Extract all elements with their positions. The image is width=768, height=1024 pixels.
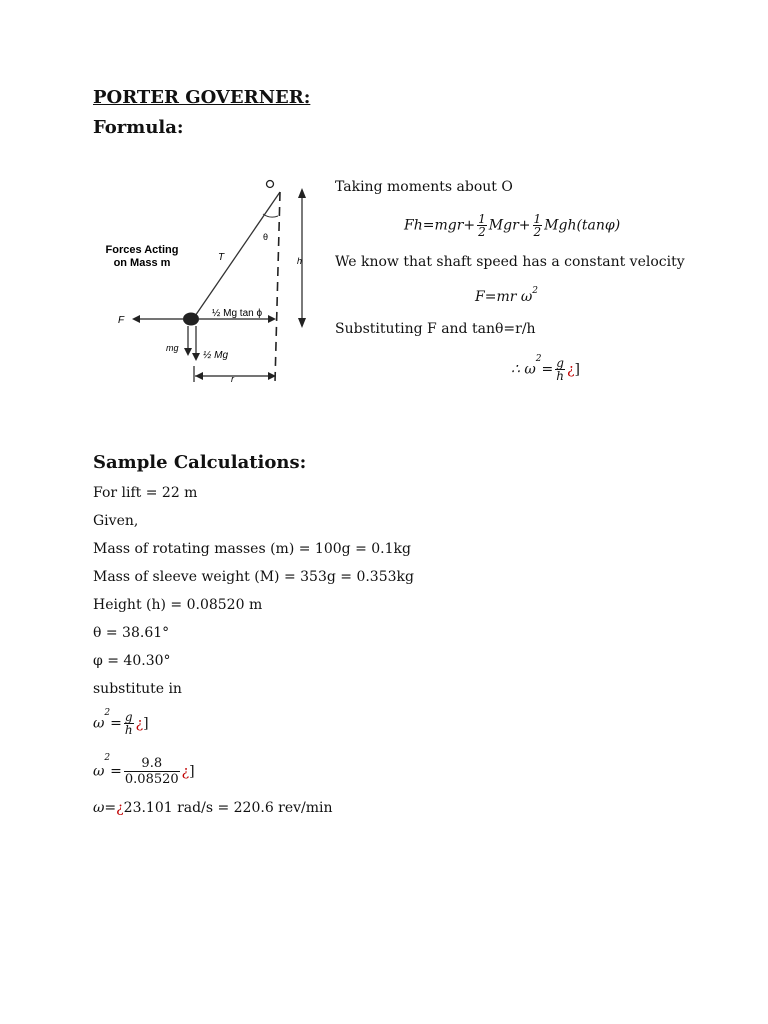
mg-arrow-head — [184, 348, 192, 356]
eq2-sup: 2 — [532, 286, 539, 296]
eq3-fraction: $\frac{g}{h}$ — [556, 356, 564, 383]
line-substitute: substitute in — [93, 681, 182, 697]
label-f: F — [118, 315, 125, 326]
eqa-tail: ¿ — [135, 715, 144, 732]
label-r: r — [231, 374, 234, 384]
eq1-fraction-b: $\frac{1}{2}$ — [533, 212, 542, 239]
eq3-tail: ¿ — [566, 361, 575, 378]
h-arrow-head-bottom — [298, 318, 306, 328]
label-h: h — [297, 256, 303, 266]
eqb-eq: = — [110, 763, 122, 780]
label-on-mass: on Mass m — [113, 257, 171, 269]
equation-moments — [404, 213, 620, 238]
line-theta: θ = 38.61° — [93, 625, 170, 641]
eq3-prefix: ∴ ω — [511, 361, 536, 378]
line-rotating-mass: Mass of rotating masses (m) = 100g = 0.1kg — [93, 541, 411, 557]
porter-governor-diagram — [100, 172, 325, 392]
label-half-mg-tan: ½ Mg tan ϕ — [212, 308, 263, 319]
equation-force — [475, 286, 539, 305]
pivot-point — [267, 181, 274, 188]
axis-dashed — [275, 192, 280, 382]
equation-omega-squared — [511, 354, 580, 383]
label-half-mg: ½ Mg — [203, 350, 229, 361]
eqb-fraction: $\frac{9.8}{0.08520}$ — [124, 756, 179, 787]
eqa-eq: = — [110, 715, 122, 732]
line-height: Height (h) = 0.08520 m — [93, 597, 263, 613]
substituting-text: Substituting F and tanθ=r/h — [335, 321, 536, 337]
label-forces-acting: Forces Acting — [105, 244, 179, 256]
arm-line — [193, 192, 280, 319]
label-t: T — [218, 252, 225, 263]
line-phi: φ = 40.30° — [93, 653, 171, 669]
eqa-close: ] — [143, 715, 149, 732]
label-mg: mg — [166, 343, 179, 353]
result-lhs: ω= — [93, 800, 117, 816]
eq2-text: F=mr ω — [475, 289, 533, 305]
eqb-sup: 2 — [104, 753, 111, 763]
eq3-sup: 2 — [535, 354, 542, 364]
result-line — [93, 800, 333, 816]
equation-sample-b — [93, 753, 195, 787]
eqa-fraction: $\frac{g}{h}$ — [124, 710, 133, 737]
line-lift: For lift = 22 m — [93, 485, 198, 501]
h-arrow-head-top — [298, 188, 306, 198]
eq1-paren: (tanφ) — [576, 217, 621, 234]
eqa-sup: 2 — [104, 708, 111, 718]
mass-ball — [183, 313, 199, 326]
result-tail: ¿ — [116, 800, 124, 816]
shaft-speed-text: We know that shaft speed has a constant velocity — [335, 254, 685, 270]
f-arrow-head — [132, 315, 140, 323]
line-given: Given, — [93, 513, 139, 529]
eq1-mid: Mgr+ — [488, 217, 531, 234]
eq3-eq: = — [541, 361, 554, 378]
tan-force-arrow-head — [268, 315, 276, 323]
result-value: 23.101 rad/s = 220.6 rev/min — [123, 800, 333, 816]
line-sleeve-weight: Mass of sleeve weight (M) = 353g = 0.353kg — [93, 569, 414, 585]
eq3-close: ] — [574, 361, 580, 378]
formula-heading: Formula: — [93, 117, 184, 138]
page-title: PORTER GOVERNER: — [93, 87, 311, 108]
label-theta: θ — [263, 232, 269, 242]
half-mg-arrow-head — [192, 353, 200, 361]
eqb-close: ] — [189, 763, 195, 780]
equation-sample-a — [93, 708, 149, 737]
eqb-omega: ω — [93, 763, 105, 780]
moments-text: Taking moments about O — [335, 179, 513, 195]
sample-heading: Sample Calculations: — [93, 452, 307, 473]
eqb-tail: ¿ — [181, 763, 190, 780]
eqa-omega: ω — [93, 715, 105, 732]
r-arrow-head-left — [195, 372, 203, 380]
eq1-fraction-a: $\frac{1}{2}$ — [478, 212, 486, 239]
eq1-rest: Mgh — [544, 217, 577, 234]
eq1-lhs: Fh=mgr+ — [404, 217, 476, 234]
